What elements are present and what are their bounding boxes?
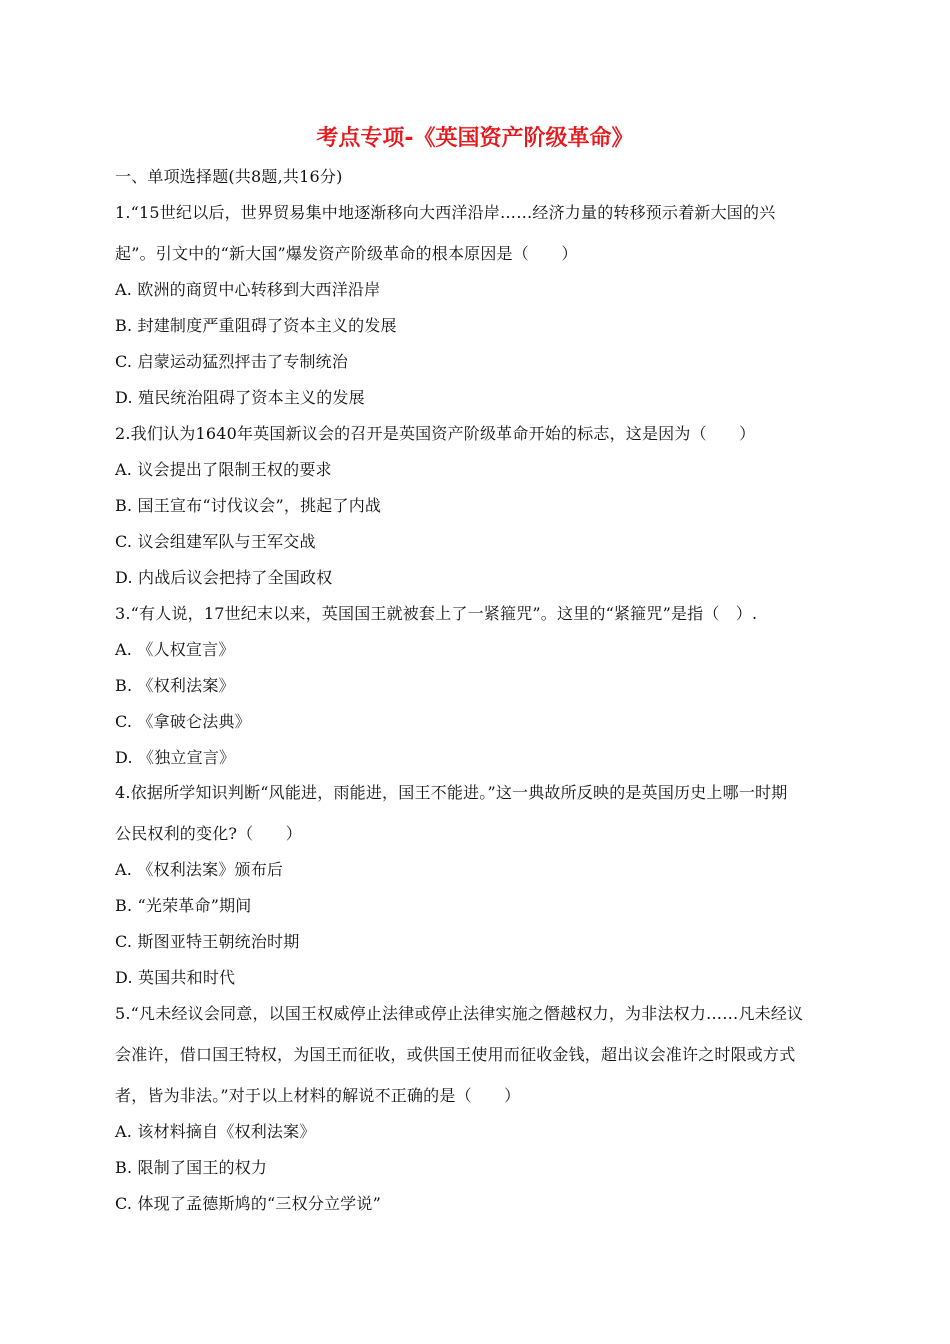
question-3-option-b: B. 《权利法案》 xyxy=(115,676,235,695)
question-5-option-b: B. 限制了国王的权力 xyxy=(115,1158,268,1177)
question-3-option-c: C. 《拿破仑法典》 xyxy=(115,712,251,731)
question-2-option-d: D. 内战后议会把持了全国政权 xyxy=(115,568,333,587)
question-3-option-a: A. 《人权宣言》 xyxy=(115,640,235,659)
question-2-option-c: C. 议会组建军队与王军交战 xyxy=(115,532,316,551)
question-1-option-b: B. 封建制度严重阻碍了资本主义的发展 xyxy=(115,316,397,335)
question-1-option-c: C. 启蒙运动猛烈抨击了专制统治 xyxy=(115,352,349,371)
section-heading: 一、单项选择题(共8题,共16分) xyxy=(115,167,343,186)
question-5-stem-line-1: 5.“凡未经议会同意，以国王权威停止法律或停止法律实施之僭越权力，为非法权力……凡未经议 xyxy=(115,1004,804,1023)
question-5-option-a: A. 该材料摘自《权利法案》 xyxy=(115,1122,316,1141)
question-4-option-b: B. “光荣革命”期间 xyxy=(115,896,252,915)
question-4-stem-line-2: 公民权利的变化?（ ） xyxy=(115,824,302,843)
question-5-option-c: C. 体现了孟德斯鸠的“三权分立学说” xyxy=(115,1194,382,1213)
question-5-stem-line-3: 者，皆为非法。”对于以上材料的解说不正确的是（ ） xyxy=(115,1086,521,1105)
question-3-stem-line-1: 3.“有人说，17世纪末以来，英国国王就被套上了一紧箍咒”。这里的“紧箍咒”是指（ ）. xyxy=(115,604,758,623)
page-title: 考点专项-《英国资产阶级革命》 xyxy=(316,126,634,151)
question-2-option-a: A. 议会提出了限制王权的要求 xyxy=(115,460,332,479)
question-1-option-d: D. 殖民统治阻碍了资本主义的发展 xyxy=(115,388,365,407)
question-1-stem-line-1: 1.“15世纪以后，世界贸易集中地逐渐移向大西洋沿岸……经济力量的转移预示着新大国的兴 xyxy=(115,203,776,222)
question-2-stem-line-1: 2.我们认为1640年英国新议会的召开是英国资产阶级革命开始的标志，这是因为（ ） xyxy=(115,424,756,443)
question-4-option-d: D. 英国共和时代 xyxy=(115,968,236,987)
question-1-stem-line-2: 起”。引文中的“新大国”爆发资产阶级革命的根本原因是（ ） xyxy=(115,244,578,263)
question-5-stem-line-2: 会准许，借口国王特权，为国王而征收，或供国王使用而征收金钱，超出议会准许之时限或方式 xyxy=(115,1045,796,1064)
question-2-option-b: B. 国王宣布“讨伐议会”，挑起了内战 xyxy=(115,496,382,515)
question-4-stem-line-1: 4.依据所学知识判断“风能进，雨能进，国王不能进。”这一典故所反映的是英国历史上哪一时期 xyxy=(115,783,788,802)
question-4-option-c: C. 斯图亚特王朝统治时期 xyxy=(115,932,300,951)
question-1-option-a: A. 欧洲的商贸中心转移到大西洋沿岸 xyxy=(115,280,381,299)
question-4-option-a: A. 《权利法案》颁布后 xyxy=(115,860,284,879)
question-3-option-d: D. 《独立宣言》 xyxy=(115,748,236,767)
